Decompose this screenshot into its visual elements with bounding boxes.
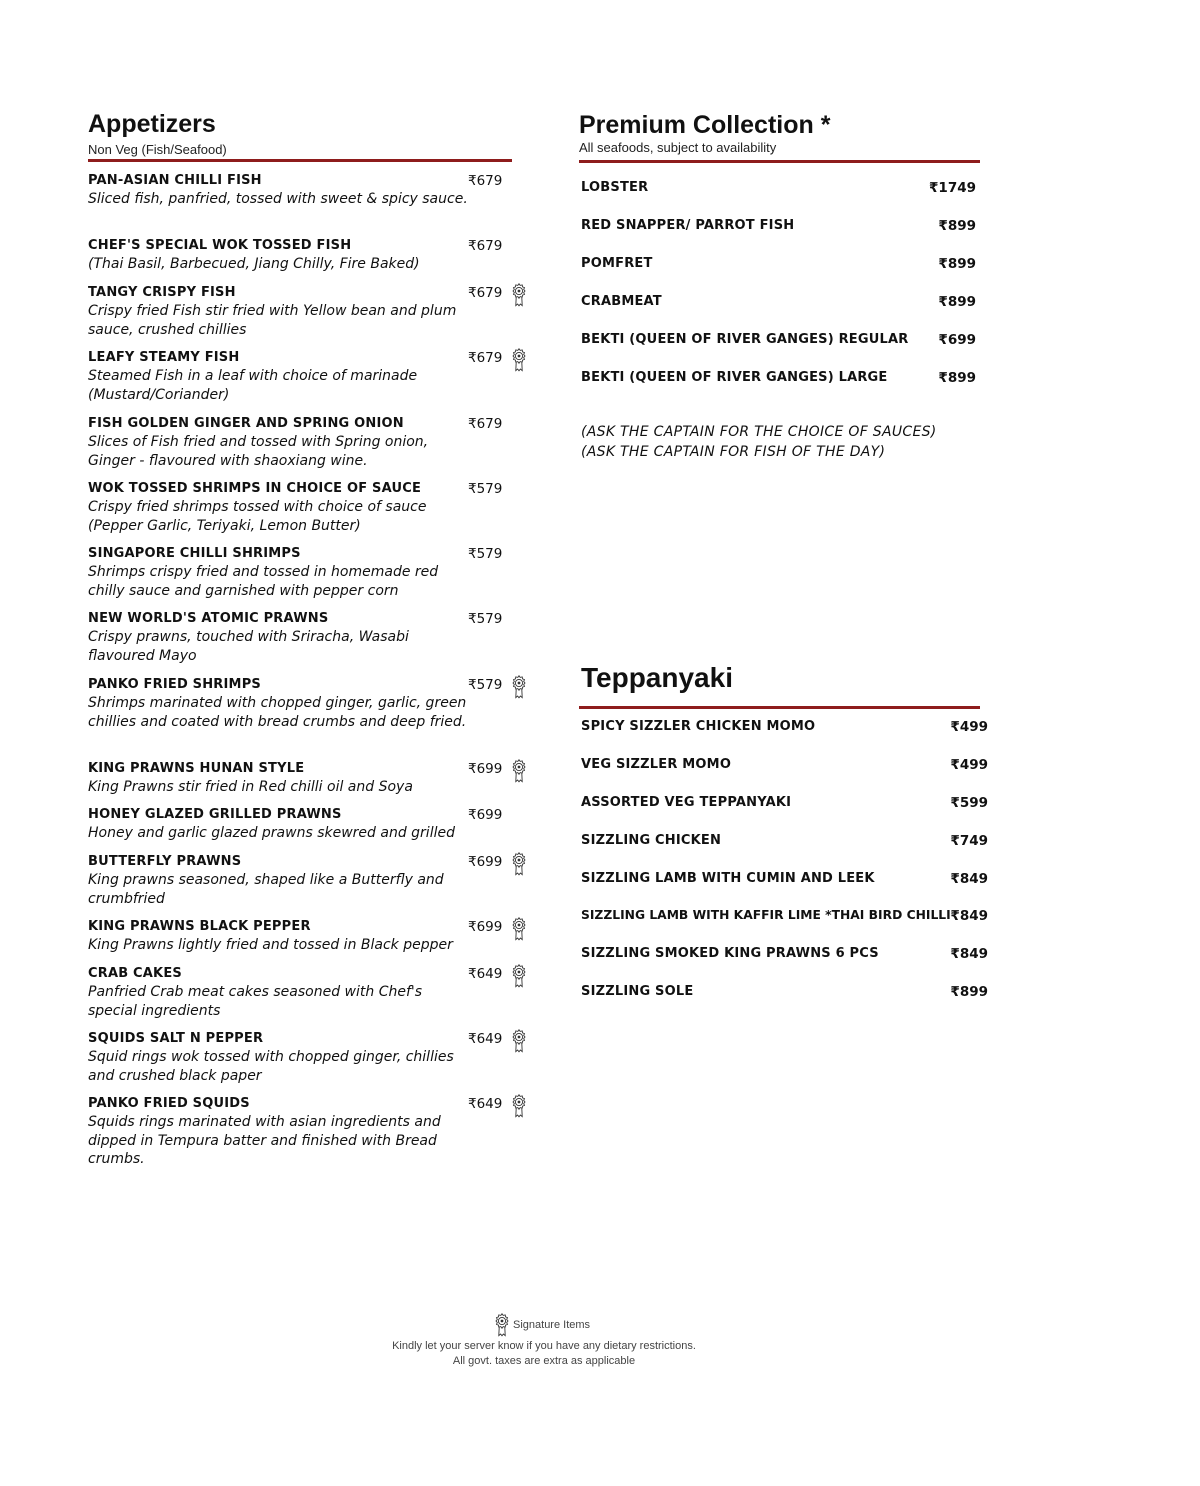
item-description: Sliced fish, panfried, tossed with sweet & spicy sauce. <box>88 191 468 207</box>
item-name: SIZZLING CHICKEN <box>581 833 722 848</box>
item-price: ₹579 <box>468 481 503 497</box>
item-name: SQUIDS SALT N PEPPER <box>88 1031 264 1046</box>
item-price: ₹899 <box>938 370 976 386</box>
item-name: RED SNAPPER/ PARROT FISH <box>581 218 795 233</box>
item-description: Squids rings marinated with asian ingredients and dipped in Tempura batter and finished with Bread crumbs. <box>88 1114 441 1168</box>
item-name: KING PRAWNS BLACK PEPPER <box>88 919 311 934</box>
item-description: Crispy fried shrimps tossed with choice of sauce (Pepper Garlic, Teriyaki, Lemon Butter) <box>88 499 427 534</box>
item-price: ₹899 <box>950 984 988 1000</box>
item-name: PANKO FRIED SHRIMPS <box>88 677 261 692</box>
item-price: ₹679 <box>468 173 503 189</box>
tax-note: All govt. taxes are extra as applicable <box>452 1355 636 1367</box>
item-description: Squid rings wok tossed with chopped ginger, chillies and crushed black paper <box>88 1049 454 1084</box>
item-price: ₹679 <box>468 238 503 254</box>
item-price: ₹899 <box>938 256 976 272</box>
item-name: NEW WORLD'S ATOMIC PRAWNS <box>88 611 329 626</box>
item-name: BEKTI (QUEEN OF RIVER GANGES) LARGE <box>581 370 888 385</box>
item-description: Shrimps crispy fried and tossed in homemade red chilly sauce and garnished with pepper corn <box>88 564 439 599</box>
item-description: Slices of Fish fried and tossed with Spring onion, Ginger - flavoured with shaoxiang wine. <box>88 434 429 469</box>
item-name: CRABMEAT <box>581 294 662 309</box>
item-name: FISH GOLDEN GINGER AND SPRING ONION <box>88 416 404 431</box>
item-price: ₹849 <box>950 871 988 887</box>
signature-rosette-icon <box>511 283 527 307</box>
item-name: ASSORTED VEG TEPPANYAKI <box>581 795 792 810</box>
item-price: ₹649 <box>468 1096 503 1112</box>
premium-divider <box>579 160 980 163</box>
signature-rosette-icon <box>511 852 527 876</box>
teppanyaki-title: Teppanyaki <box>581 662 733 693</box>
item-name: SPICY SIZZLER CHICKEN MOMO <box>581 719 816 734</box>
appetizers-subtitle: Non Veg (Fish/Seafood) <box>88 142 227 157</box>
item-name: SINGAPORE CHILLI SHRIMPS <box>88 546 301 561</box>
item-description: Steamed Fish in a leaf with choice of marinade (Mustard/Coriander) <box>88 368 418 403</box>
signature-rosette-icon <box>511 1029 527 1053</box>
item-price: ₹849 <box>950 946 988 962</box>
item-name: SIZZLING SOLE <box>581 984 694 999</box>
appetizers-divider <box>88 159 512 162</box>
signature-rosette-icon <box>511 1094 527 1118</box>
item-description: (Thai Basil, Barbecued, Jiang Chilly, Fire Baked) <box>88 256 420 272</box>
item-name: KING PRAWNS HUNAN STYLE <box>88 761 305 776</box>
item-description: King Prawns stir fried in Red chilli oil and Soya <box>88 779 413 795</box>
item-price: ₹649 <box>468 1031 503 1047</box>
item-name: POMFRET <box>581 256 653 271</box>
item-price: ₹579 <box>468 611 503 627</box>
item-price: ₹899 <box>938 218 976 234</box>
item-price: ₹699 <box>938 332 976 348</box>
item-name: CHEF'S SPECIAL WOK TOSSED FISH <box>88 238 352 253</box>
signature-rosette-icon <box>511 917 527 941</box>
item-price: ₹899 <box>938 294 976 310</box>
item-name: CRAB CAKES <box>88 966 182 981</box>
item-price: ₹699 <box>468 807 503 823</box>
item-name: SIZZLING LAMB WITH CUMIN AND LEEK <box>581 871 875 886</box>
item-name: TANGY CRISPY FISH <box>88 285 236 300</box>
teppanyaki-divider <box>579 706 980 709</box>
item-price: ₹679 <box>468 285 503 301</box>
signature-rosette-icon <box>511 348 527 372</box>
signature-legend <box>494 1313 694 1337</box>
item-description: King prawns seasoned, shaped like a Butterfly and crumbfried <box>88 872 444 907</box>
item-name: HONEY GLAZED GRILLED PRAWNS <box>88 807 342 822</box>
item-name: BEKTI (QUEEN OF RIVER GANGES) REGULAR <box>581 332 909 347</box>
item-price: ₹649 <box>468 966 503 982</box>
item-name: VEG SIZZLER MOMO <box>581 757 732 772</box>
item-price: ₹749 <box>950 833 988 849</box>
item-name: PAN-ASIAN CHILLI FISH <box>88 173 262 188</box>
item-price: ₹499 <box>950 757 988 773</box>
item-description: Crispy fried Fish stir fried with Yellow bean and plum sauce, crushed chillies <box>88 303 457 338</box>
appetizers-title: Appetizers <box>88 110 216 138</box>
item-name: PANKO FRIED SQUIDS <box>88 1096 250 1111</box>
item-price: ₹1749 <box>929 180 976 196</box>
item-description: Panfried Crab meat cakes seasoned with Chef's special ingredients <box>88 984 423 1019</box>
signature-rosette-icon <box>494 1313 510 1337</box>
item-price: ₹699 <box>468 854 503 870</box>
item-name: LOBSTER <box>581 180 649 195</box>
item-price: ₹579 <box>468 546 503 562</box>
item-price: ₹499 <box>950 719 988 735</box>
item-price: ₹699 <box>468 761 503 777</box>
captain-note-fish: (ASK THE CAPTAIN FOR FISH OF THE DAY) <box>581 444 886 460</box>
item-name: LEAFY STEAMY FISH <box>88 350 240 365</box>
item-description: Shrimps marinated with chopped ginger, garlic, green chillies and coated with bread crumbs and deep fried. <box>88 695 467 730</box>
item-price: ₹849 <box>950 908 988 924</box>
premium-subtitle: All seafoods, subject to availability <box>579 140 777 155</box>
signature-rosette-icon <box>511 964 527 988</box>
item-name: WOK TOSSED SHRIMPS IN CHOICE OF SAUCE <box>88 481 422 496</box>
signature-rosette-icon <box>511 759 527 783</box>
item-description: King Prawns lightly fried and tossed in Black pepper <box>88 937 453 953</box>
captain-note-sauces: (ASK THE CAPTAIN FOR THE CHOICE OF SAUCES) <box>581 424 937 440</box>
dietary-note: Kindly let your server know if you have any dietary restrictions. <box>392 1340 696 1352</box>
item-name: BUTTERFLY PRAWNS <box>88 854 242 869</box>
signature-legend-label: Signature Items <box>513 1319 591 1331</box>
item-description: Honey and garlic glazed prawns skewred and grilled <box>88 825 455 841</box>
item-name: SIZZLING LAMB WITH KAFFIR LIME *THAI BIRD CHILLI <box>581 908 951 922</box>
item-price: ₹579 <box>468 677 503 693</box>
item-price: ₹599 <box>950 795 988 811</box>
premium-title: Premium Collection * <box>579 111 831 139</box>
item-price: ₹679 <box>468 350 503 366</box>
signature-rosette-icon <box>511 675 527 699</box>
item-price: ₹679 <box>468 416 503 432</box>
item-description: Crispy prawns, touched with Sriracha, Wasabi flavoured Mayo <box>88 629 409 664</box>
item-price: ₹699 <box>468 919 503 935</box>
item-name: SIZZLING SMOKED KING PRAWNS 6 PCS <box>581 946 879 961</box>
